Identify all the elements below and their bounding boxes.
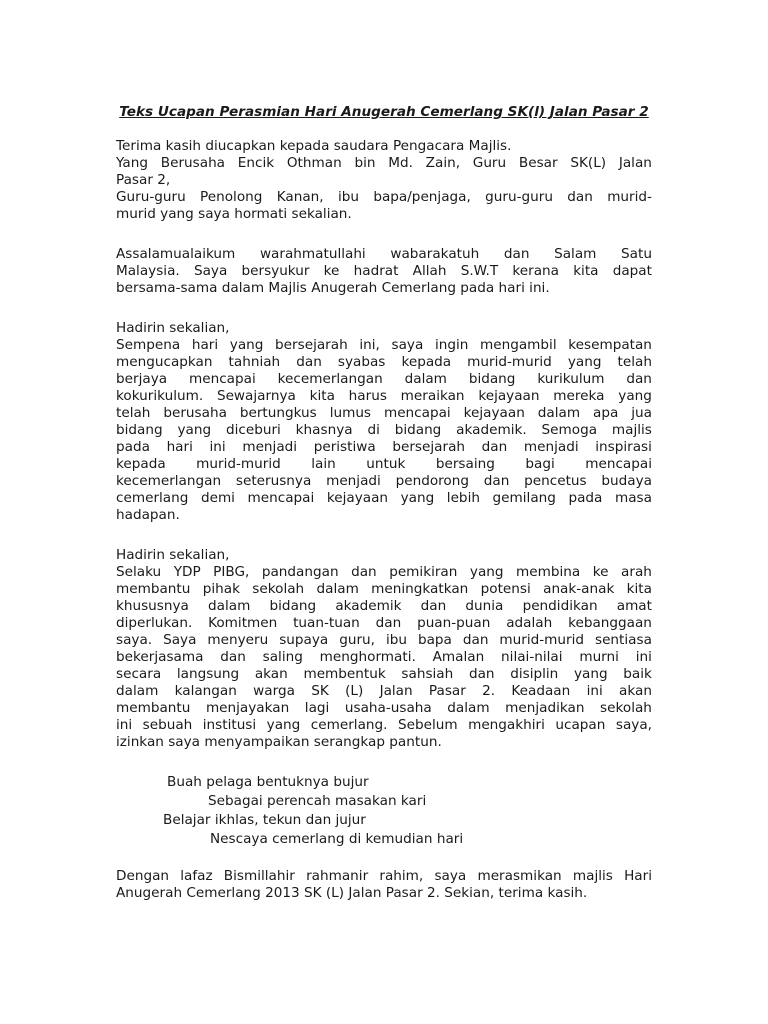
opening-line: Assalamualaikum warahmatullahi wabarakatuh dan Salam Satu [116, 246, 652, 262]
section1-line: kokurikulum. Sewajarnya kita harus meraikan kejayaan mereka yang [116, 388, 652, 404]
closing-line: Anugerah Cemerlang 2013 SK (L) Jalan Pasar 2. Sekian, terima kasih. [116, 885, 588, 901]
section1-line: mengucapkan tahniah dan syabas kepada murid-murid yang telah [116, 354, 652, 370]
section2-line: secara langsung akan membentuk sahsiah dan disiplin yang baik [116, 666, 652, 682]
section1-line: telah berusaha bertungkus lumus mencapai kejayaan dalam apa jua [116, 405, 652, 421]
document-title: Teks Ucapan Perasmian Hari Anugerah Cemerlang SK(l) Jalan Pasar 2 [119, 104, 649, 120]
opening-line: Malaysia. Saya bersyukur ke hadrat Allah S.W.T kerana kita dapat [116, 263, 652, 279]
section2-line: Selaku YDP PIBG, pandangan dan pemikiran yang membina ke arah [116, 564, 652, 580]
section2-line: izinkan saya menyampaikan serangkap pantun. [116, 734, 442, 750]
greeting-line: Yang Berusaha Encik Othman bin Md. Zain, Guru Besar SK(L) Jalan [116, 155, 652, 171]
section2-line: saya. Saya menyeru supaya guru, ibu bapa dan murid-murid sentiasa [116, 632, 652, 648]
opening-line: bersama-sama dalam Majlis Anugerah Cemerlang pada hari ini. [116, 280, 550, 296]
section2-line: ini sebuah institusi yang cemerlang. Sebelum mengakhiri ucapan saya, [116, 717, 652, 733]
pantun-line: Sebagai perencah masakan kari [208, 793, 427, 809]
section1-line: Sempena hari yang bersejarah ini, saya ingin mengambil kesempatan [116, 337, 652, 353]
section1-line: kecemerlangan seterusnya menjadi pendorong dan pencetus budaya [116, 473, 652, 489]
section1-line: berjaya mencapai kecemerlangan dalam bidang kurikulum dan [116, 371, 652, 387]
pantun-line: Buah pelaga bentuknya bujur [167, 774, 369, 790]
greeting-line: Pasar 2, [116, 172, 171, 188]
greeting-line: Guru-guru Penolong Kanan, ibu bapa/penjaga, guru-guru dan murid- [116, 189, 652, 205]
pantun-line: Nescaya cemerlang di kemudian hari [210, 831, 464, 847]
section2-line: bekerjasama dan saling menghormati. Amalan nilai-nilai murni ini [116, 649, 652, 665]
section1-line: kepada murid-murid lain untuk bersaing bagi mencapai [116, 456, 652, 472]
section2-heading: Hadirin sekalian, [116, 547, 230, 563]
greeting-line: murid yang saya hormati sekalian. [116, 206, 352, 222]
section1-line: cemerlang demi mencapai kejayaan yang lebih gemilang pada masa [116, 490, 652, 506]
greeting-line: Terima kasih diucapkan kepada saudara Pengacara Majlis. [116, 138, 512, 154]
section2-line: membantu menjayakan lagi usaha-usaha dalam menjadikan sekolah [116, 700, 652, 716]
section2-line: diperlukan. Komitmen tuan-tuan dan puan-puan adalah kebanggaan [116, 615, 652, 631]
closing-line: Dengan lafaz Bismillahir rahmanir rahim, saya merasmikan majlis Hari [116, 868, 652, 884]
section1-line: pada hari ini menjadi peristiwa bersejarah dan menjadi inspirasi [116, 439, 652, 455]
section2-line: membantu pihak sekolah dalam meningkatkan potensi anak-anak kita [116, 581, 652, 597]
section2-line: dalam kalangan warga SK (L) Jalan Pasar 2. Keadaan ini akan [116, 683, 652, 699]
section2-line: khususnya dalam bidang akademik dan dunia pendidikan amat [116, 598, 652, 614]
pantun-line: Belajar ikhlas, tekun dan jujur [163, 812, 366, 828]
section1-line: bidang yang diceburi khasnya di bidang akademik. Semoga majlis [116, 422, 652, 438]
section1-heading: Hadirin sekalian, [116, 320, 230, 336]
section1-line: hadapan. [116, 507, 180, 523]
